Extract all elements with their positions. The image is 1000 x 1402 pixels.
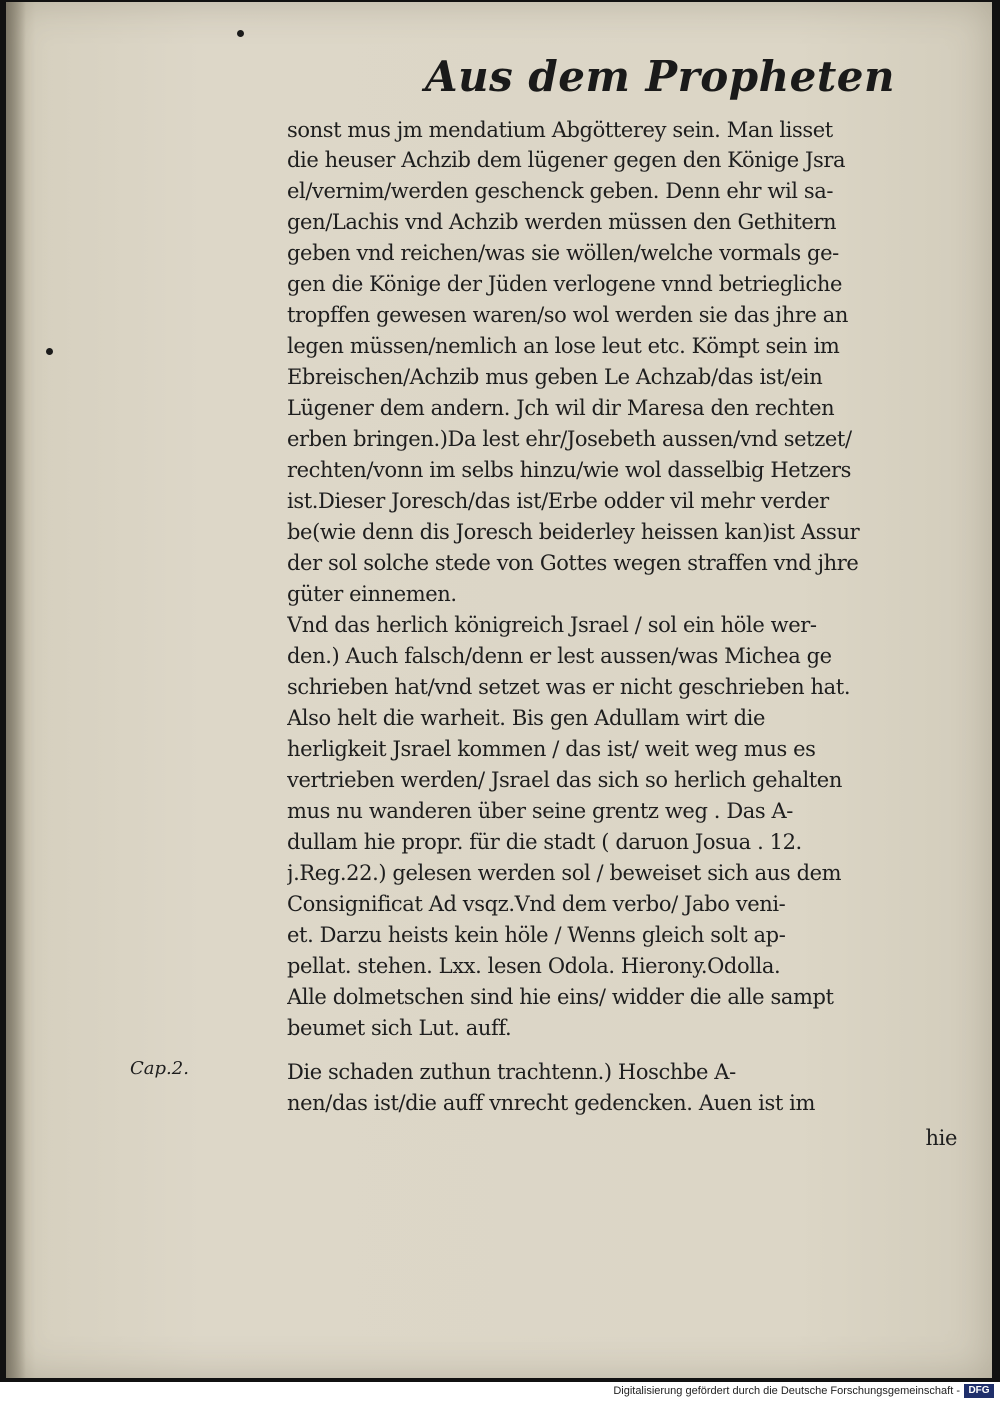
footer-bar (0, 1382, 1000, 1402)
text-line: mus nu wanderen über seine grentz weg . Das A- (287, 799, 793, 823)
text-line: den.) Auch falsch/denn er lest aussen/was Michea ge (287, 644, 832, 668)
funding-credit: Digitalisierung gefördert durch die Deutsche Forschungsgemeinschaft - (613, 1385, 960, 1397)
page-gutter-shadow (6, 2, 26, 1378)
text-line: tropffen gewesen waren/so wol werden sie das jhre an (287, 303, 849, 327)
catchword: hie (925, 1126, 957, 1150)
text-line: Alle dolmetschen sind hie eins/ widder die alle sampt (287, 985, 834, 1009)
margin-note: Cap.2. (130, 1058, 189, 1079)
text-line: gen/Lachis vnd Achzib werden müssen den Gethitern (287, 210, 837, 234)
text-line: Consignificat Ad vsqz.Vnd dem verbo/ Jabo veni- (287, 892, 786, 916)
text-line: et. Darzu heists kein höle / Wenns gleich solt ap- (287, 923, 786, 947)
running-head: Aus dem Propheten (425, 52, 896, 101)
text-line: be(wie denn dis Joresch beiderley heissen kan)ist Assur (287, 520, 860, 544)
text-line: vertrieben werden/ Jsrael das sich so herlich gehalten (287, 768, 842, 792)
ink-speck (237, 30, 244, 37)
dfg-logo: DFG (964, 1384, 994, 1398)
text-line: beumet sich Lut. auff. (287, 1016, 512, 1040)
text-line: schrieben hat/vnd setzet was er nicht geschrieben hat. (287, 675, 851, 699)
text-line: Also helt die warheit. Bis gen Adullam wirt die (287, 706, 765, 730)
text-line: Lügener dem andern. Jch wil dir Maresa den rechten (287, 396, 835, 420)
text-line: sonst mus jm mendatium Abgötterey sein. Man lisset (287, 118, 833, 142)
text-line: erben bringen.)Da lest ehr/Josebeth aussen/vnd setzet/ (287, 427, 852, 451)
text-line: Ebreischen/Achzib mus geben Le Achzab/das ist/ein (287, 365, 823, 389)
text-line: legen müssen/nemlich an lose leut etc. Kömpt sein im (287, 334, 840, 358)
text-line: Die schaden zuthun trachtenn.) Hoschbe A- (287, 1060, 736, 1084)
text-line: rechten/vonn im selbs hinzu/wie wol dasselbig Hetzers (287, 458, 852, 482)
text-line: geben vnd reichen/was sie wöllen/welche vormals ge- (287, 241, 839, 265)
text-line: güter einnemen. (287, 582, 457, 606)
text-line: j.Reg.22.) gelesen werden sol / beweiset sich aus dem (287, 861, 842, 885)
text-line: gen die Könige der Jüden verlogene vnnd betriegliche (287, 272, 842, 296)
text-line: ist.Dieser Joresch/das ist/Erbe odder vil mehr verder (287, 489, 829, 513)
text-line: der sol solche stede von Gottes wegen straffen vnd jhre (287, 551, 859, 575)
text-line: Vnd das herlich königreich Jsrael / sol ein höle wer- (287, 613, 817, 637)
text-line: nen/das ist/die auff vnrecht gedencken. Auen ist im (287, 1091, 815, 1115)
ink-speck (46, 348, 53, 355)
text-line: die heuser Achzib dem lügener gegen den Könige Jsra (287, 148, 846, 172)
text-line: pellat. stehen. Lxx. lesen Odola. Hierony.Odolla. (287, 954, 781, 978)
text-line: el/vernim/werden geschenck geben. Denn ehr wil sa- (287, 179, 834, 203)
text-line: herligkeit Jsrael kommen / das ist/ weit weg mus es (287, 737, 816, 761)
text-line: dullam hie propr. für die stadt ( daruon Josua . 12. (287, 830, 802, 854)
